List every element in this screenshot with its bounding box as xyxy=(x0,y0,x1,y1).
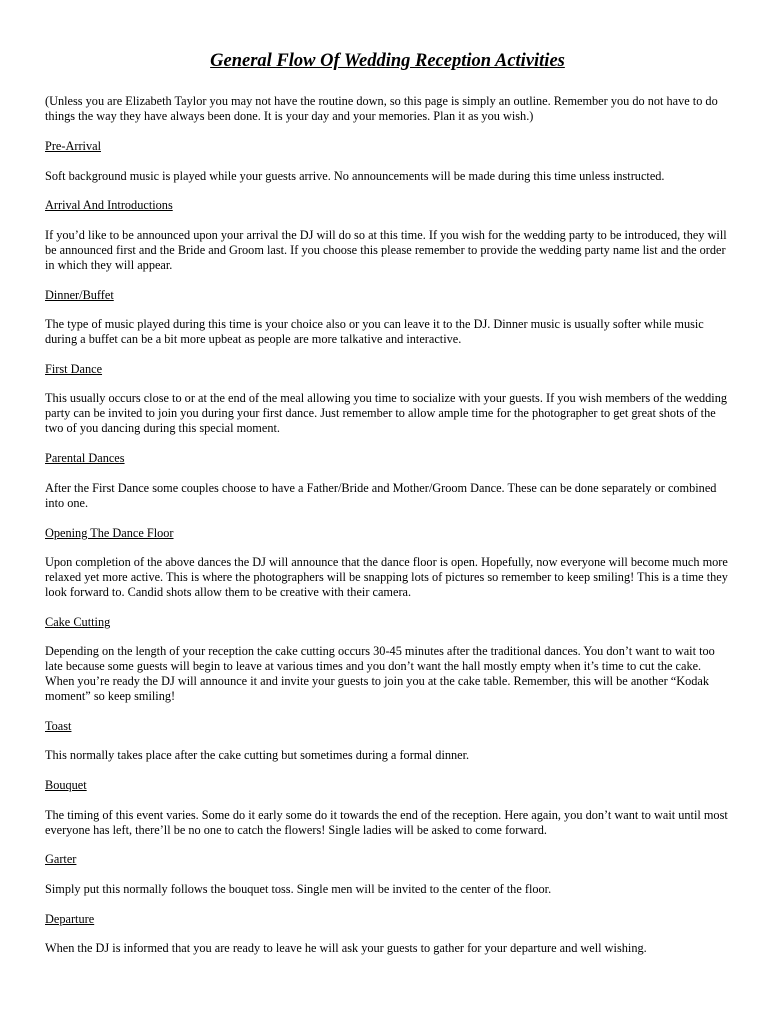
section-text-parental-dances: After the First Dance some couples choose to have a Father/Bride and Mother/Groom Dance. These can be done separately or combined into one. xyxy=(45,481,717,510)
intro-paragraph: (Unless you are Elizabeth Taylor you may not have the routine down, so this page is simply an outline. Remember you do not have to do things the way they have always been done. It is your day and your memories. Plan it as you wish.) xyxy=(45,94,718,123)
section-text-bouquet: The timing of this event varies. Some do it early some do it towards the end of the reception. Here again, you don’t want to wait until most everyone has left, there’ll be no one to catch the flowers! Single ladies will be asked to come forward. xyxy=(45,808,728,837)
section-text-pre-arrival: Soft background music is played while your guests arrive. No announcements will be made during this time unless instructed. xyxy=(45,169,665,183)
section-heading-parental-dances: Parental Dances xyxy=(45,451,125,465)
document-title: General Flow Of Wedding Reception Activities xyxy=(210,51,565,71)
section-text-opening-dance-floor: Upon completion of the above dances the DJ will announce that the dance floor is open. Hopefully, now everyone will become much more relaxed yet more active. This is where the photographers will be snapping lots of pictures so remember to keep smiling! This is a time they look forward to. Candid shots allow them to be creative with their camera. xyxy=(45,555,728,599)
section-heading-cake-cutting: Cake Cutting xyxy=(45,615,111,629)
section-heading-garter: Garter xyxy=(45,852,77,866)
section-heading-bouquet: Bouquet xyxy=(45,778,87,792)
section-heading-departure: Departure xyxy=(45,912,95,926)
section-text-cake-cutting: Depending on the length of your reception the cake cutting occurs 30-45 minutes after the traditional dances. You don’t want to wait too late because some guests will begin to leave at various times and you don’t want the hall mostly empty when it’s time to cut the cake. When you’re ready the DJ will announce it and invite your guests to join you at the cake table. Remember, this will be another “Kodak moment” so keep smiling! xyxy=(45,644,715,703)
section-text-departure: When the DJ is informed that you are ready to leave he will ask your guests to gather for your departure and well wishing. xyxy=(45,941,647,955)
section-heading-arrival: Arrival And Introductions xyxy=(45,198,173,212)
section-heading-first-dance: First Dance xyxy=(45,362,103,376)
section-text-first-dance: This usually occurs close to or at the end of the meal allowing you time to socialize with your guests. If you wish members of the wedding party can be invited to join you during your first dance. Just remember to allow ample time for the photographer to get great shots of the two of you dancing during this special moment. xyxy=(45,391,727,435)
section-text-garter: Simply put this normally follows the bouquet toss. Single men will be invited to the center of the floor. xyxy=(45,882,552,896)
section-text-dinner: The type of music played during this time is your choice also or you can leave it to the DJ. Dinner music is usually softer while music during a buffet can be a bit more upbeat as people are more talkative and interactive. xyxy=(45,317,704,346)
section-text-arrival: If you’d like to be announced upon your arrival the DJ will do so at this time. If you wish for the wedding party to be introduced, they will be announced first and the Bride and Groom last. If you choose this please remember to provide the wedding party name list and the order in which they will appear. xyxy=(45,228,727,272)
section-heading-pre-arrival: Pre-Arrival xyxy=(45,139,101,153)
section-heading-opening-dance-floor: Opening The Dance Floor xyxy=(45,526,174,540)
section-heading-dinner: Dinner/Buffet xyxy=(45,288,114,302)
section-text-toast: This normally takes place after the cake cutting but sometimes during a formal dinner. xyxy=(45,748,470,762)
section-heading-toast: Toast xyxy=(45,719,72,733)
